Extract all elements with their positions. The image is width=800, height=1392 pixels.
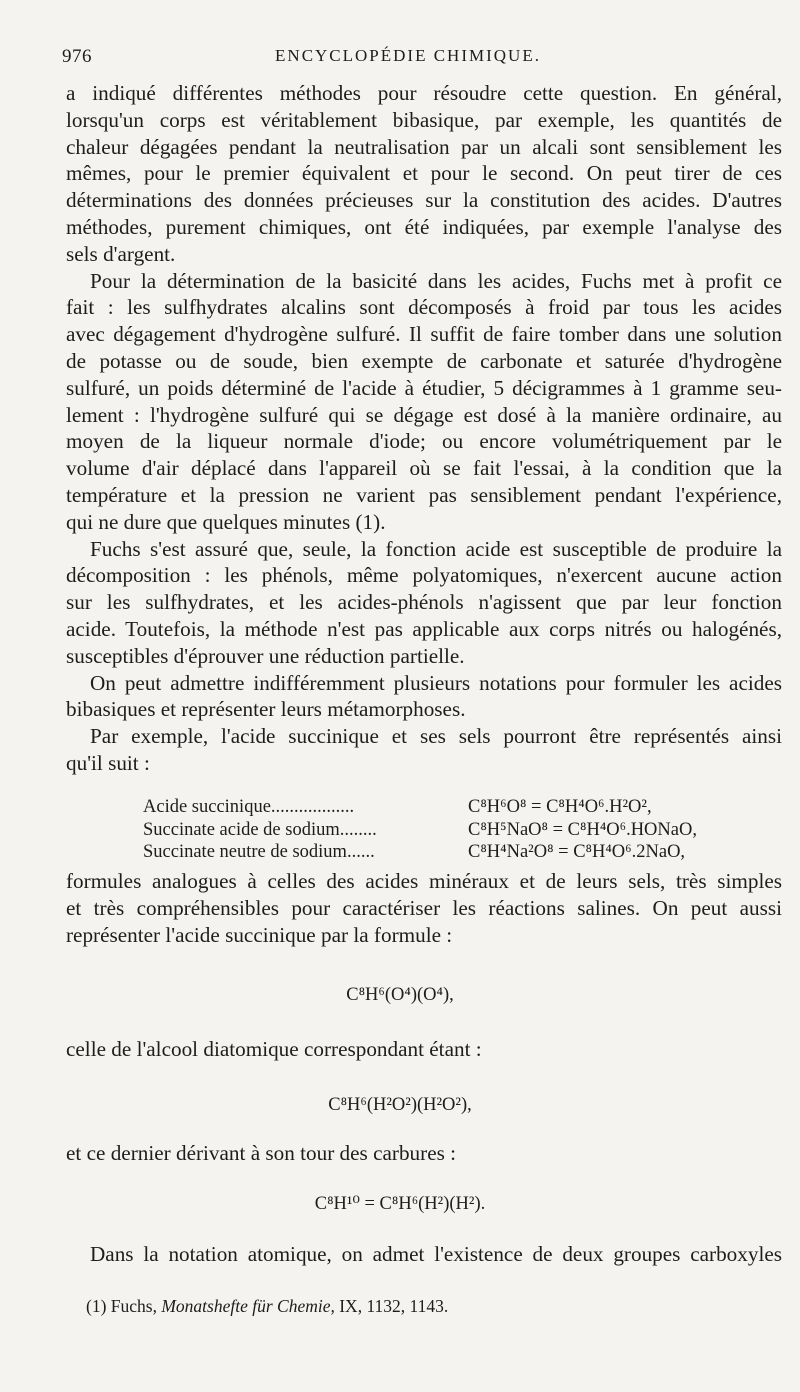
footnote-journal: Monatshefte für Chemie, — [161, 1296, 335, 1316]
text-line: lement : l'hydrogène sulfuré qui se dégage est dosé à la manière ordinaire, au — [66, 402, 782, 427]
paragraph-7 — [66, 1036, 782, 1063]
text-line: bibasiques et représenter leurs métamorphoses. — [66, 697, 466, 722]
text-line: décomposition : les phénols, même polyatomiques, n'exercent aucune action — [66, 563, 782, 588]
table-row — [143, 819, 723, 842]
text-line: celle de l'alcool diatomique correspondant étant : — [66, 1037, 482, 1061]
footnote-author: Fuchs, — [110, 1296, 157, 1316]
text-line: lorsqu'un corps est véritablement bibasique, par exemple, les quantités de — [66, 107, 782, 132]
text-line: moyen de la liqueur normale d'iode; ou encore volumétriquement par le — [66, 429, 782, 454]
page-header — [58, 46, 758, 74]
text-line: volume d'air déplacé dans l'appareil où se fait l'essai, à la condition que la — [66, 456, 782, 481]
text-line: chaleur dégagées pendant la neutralisation par un alcali sont sensiblement les — [66, 134, 782, 159]
compound-name: Acide succinique.................. — [143, 797, 355, 817]
text-line: déterminations des données précieuses sur la constitution des acides. D'autres — [66, 188, 782, 213]
footnote-marker: (1) — [86, 1296, 107, 1316]
text-line: température et la pression ne varient pas sensiblement pendant l'expérience, — [66, 482, 782, 507]
paragraph-8 — [66, 1140, 782, 1167]
paragraph-6 — [66, 868, 782, 948]
paragraph-9 — [66, 1241, 782, 1268]
page-number: 976 — [62, 46, 92, 67]
footnote-reference: IX, 1132, 1143. — [339, 1296, 449, 1316]
text-line: acide. Toutefois, la méthode n'est pas applicable aux corps nitrés ou halogénés, — [66, 616, 782, 641]
text-line: Fuchs s'est assuré que, seule, la fonction acide est susceptible de produire la — [90, 536, 782, 561]
paragraph-4 — [66, 670, 782, 724]
compound-name: Succinate acide de sodium........ — [143, 819, 377, 840]
text-line: sur les sulfhydrates, et les acides-phénols n'agissent que par leur fonction — [66, 590, 782, 615]
text-line: susceptibles d'éprouver une réduction partielle. — [66, 643, 465, 668]
text-line: qu'il suit : — [66, 750, 150, 775]
compound-formula: C⁸H⁵NaO⁸ = C⁸H⁴O⁶.HONaO, — [468, 819, 697, 840]
text-line: qui ne dure que quelques minutes (1). — [66, 509, 386, 534]
formula-succinic-acid: C⁸H⁶(O⁴)(O⁴), — [346, 985, 454, 1005]
text-line: On peut admettre indifféremment plusieurs notations pour formuler les acides — [90, 670, 782, 695]
text-line: Pour la détermination de la basicité dans les acides, Fuchs met à profit ce — [90, 268, 782, 293]
formula-diatomic-alcohol: C⁸H⁶(H²O²)(H²O²), — [328, 1095, 472, 1115]
text-line: méthodes, purement chimiques, ont été indiquées, par exemple l'analyse des — [66, 214, 782, 239]
paragraph-5 — [66, 723, 782, 777]
text-line: mêmes, pour le premier équivalent et pour le second. On peut tirer de ces — [66, 161, 782, 186]
body-text-upper — [66, 80, 782, 777]
paragraph-3 — [66, 536, 782, 670]
compound-name: Succinate neutre de sodium...... — [143, 842, 375, 862]
text-line: Dans la notation atomique, on admet l'existence de deux groupes carboxyles — [90, 1242, 782, 1266]
paragraph-2 — [66, 268, 782, 536]
table-row — [143, 841, 723, 864]
text-line: avec dégagement d'hydrogène sulfuré. Il suffit de faire tomber dans une solution — [66, 322, 782, 347]
compound-formula: C⁸H⁴Na²O⁸ = C⁸H⁴O⁶.2NaO, — [468, 842, 686, 862]
compound-formula: C⁸H⁶O⁸ = C⁸H⁴O⁶.H²O², — [468, 797, 652, 817]
text-line: et très compréhensibles pour caractériser les réactions salines. On peut aussi — [66, 895, 782, 920]
formula-carbide: C⁸H¹⁰ = C⁸H⁶(H²)(H²). — [314, 1194, 486, 1214]
text-line: et ce dernier dérivant à son tour des carbures : — [66, 1141, 457, 1165]
paragraph-1 — [66, 80, 782, 268]
text-line: fait : les sulfhydrates alcalins sont décomposés à froid par tous les acides — [66, 295, 782, 320]
text-line: représenter l'acide succinique par la formule : — [66, 922, 453, 947]
text-line: sels d'argent. — [66, 241, 176, 266]
running-title: ENCYCLOPÉDIE CHIMIQUE. — [275, 46, 541, 65]
text-line: formules analogues à celles des acides minéraux et de leurs sels, très simples — [66, 869, 782, 893]
text-line: sulfuré, un poids déterminé de l'acide à étudier, 5 décigrammes à 1 gramme seu- — [66, 375, 782, 400]
text-line: a indiqué différentes méthodes pour résoudre cette question. En général, — [66, 81, 782, 105]
text-line: de potasse ou de soude, bien exempte de carbonate et saturée d'hydrogène — [66, 348, 782, 373]
footnote — [86, 1296, 448, 1317]
text-line: Par exemple, l'acide succinique et ses sels pourront être représentés ainsi — [90, 724, 782, 749]
succinate-formula-table — [143, 796, 723, 864]
table-row — [143, 796, 723, 819]
